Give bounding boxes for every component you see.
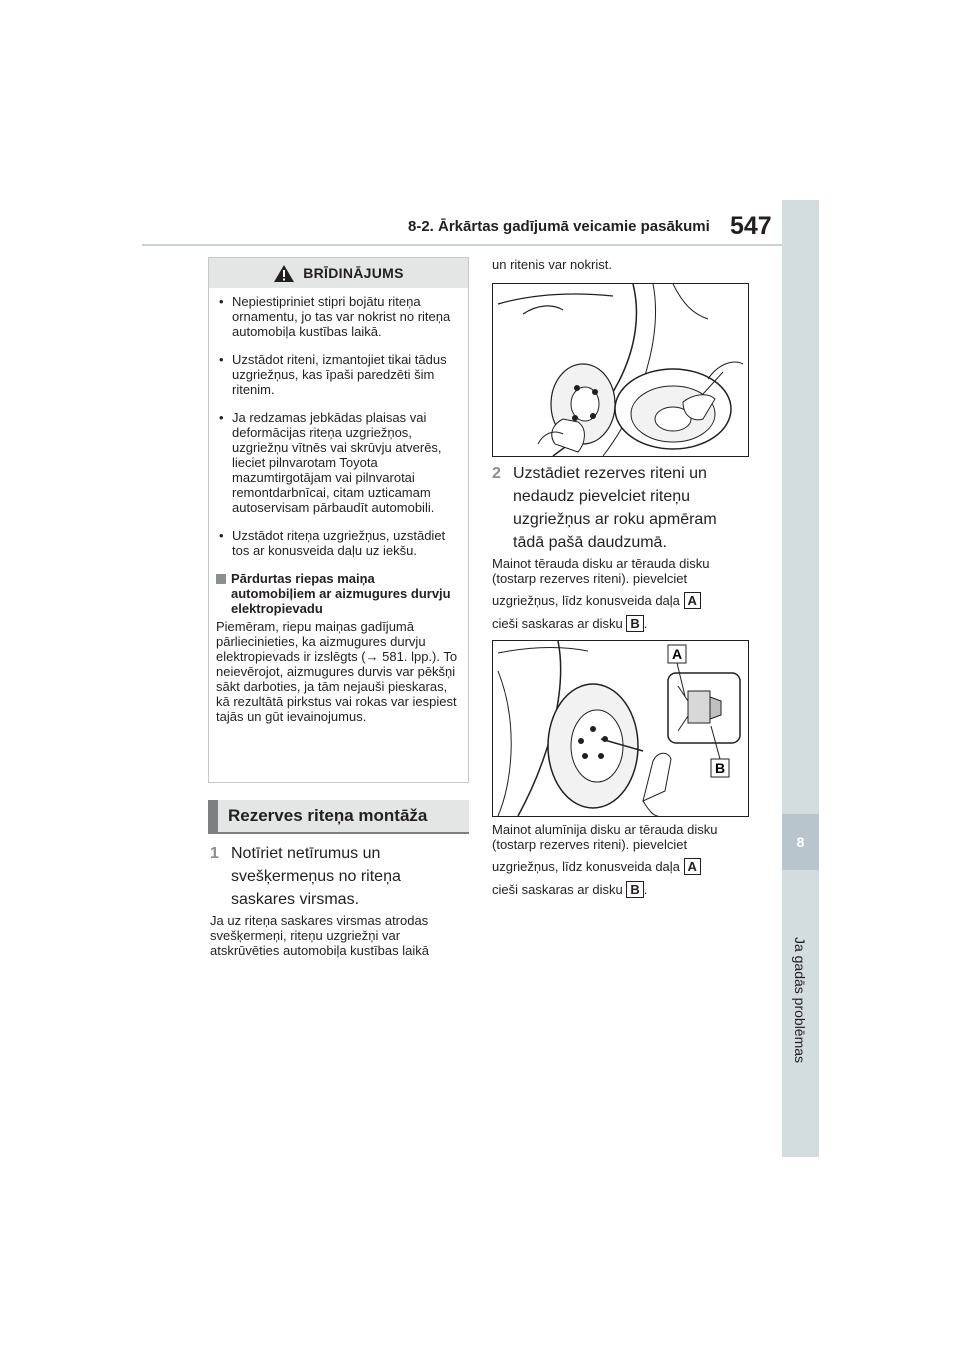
section-heading: Rezerves riteņa montāža [208,800,469,834]
step-1 [210,842,460,911]
step-number: 2 [492,465,501,482]
warning-bullet: • Nepiestipriniet stipri bojātu riteņa ornamentu, jo tas var nokrist no riteņa automobiļa kustības laikā. [216,294,462,339]
chapter-label: Ja gadās problēmas [792,936,808,1064]
step-1-note-continued: un ritenis var nokrist. [492,257,612,272]
warning-bullet: • Uzstādot riteni, izmantojiet tikai tādus uzgriežņus, kas īpaši paredzēti šim ritenim. [216,352,462,397]
wheel-nut-illustration [493,641,748,816]
step-1-note: Ja uz riteņa saskares virsmas atrodas svešķermeņi, riteņu uzgriežņi var atskrūvēties automobiļa kustības laikā [210,913,429,958]
label-b: B [626,615,643,632]
label-a: A [684,858,701,875]
illustration-cleaning-wheel [492,283,749,457]
warning-bullet: • Ja redzamas jebkādas plaisas vai deformācijas riteņa uzgriežņos, uzgriežņu vītnēs vai skrūvju atverēs, lieciet pilnvarotam Toyota mazumtirgotājam vai pilnvarotai remontdarbnīcai, citam uzticamam autoservisam pārbaudīt automobili. [216,410,462,515]
warning-title: BRĪDINĀJUMS [303,265,404,281]
section-header-title: 8-2. Ārkārtas gadījumā veicamie pasākumi [408,218,710,235]
step-text: Uzstādiet rezerves riteni un nedaudz pievelciet riteņu uzgriežņus ar roku apmēram tādā pašā daudzumā. [513,465,717,551]
label-a: A [684,592,701,609]
warning-box [208,257,469,783]
warning-triangle-icon [273,264,295,283]
steel-wheel-note: Mainot tērauda disku ar tērauda disku (tostarp rezerves riteni). pievelciet uzgriežņus, līdz konusveida daļa A cieši saskaras ar disku B . [492,556,710,631]
alloy-wheel-note: Mainot alumīnija disku ar tērauda disku (tostarp rezerves riteni). pievelciet uzgriežņus, līdz konusveida daļa A cieši saskaras ar disku B . [492,822,718,897]
step-number: 1 [210,845,219,862]
chapter-number: 8 [782,814,819,870]
callout-label-a: A [671,646,683,662]
step-text: Notīriet netīrumus un svešķermeņus no riteņa saskares virsmas. [231,845,401,908]
warning-list [216,294,462,558]
warning-bullet: • Uzstādot riteņa uzgriežņus, uzstādiet tos ar konusveida daļu uz iekšu. [216,528,462,558]
callout-label-b: B [714,760,726,776]
illustration-wheel-nuts [492,640,749,817]
subsection-text: Piemēram, riepu maiņas gadījumā pārliecinieties, ka aizmugures durvju elektropievads ir izslēgts (→ 581. lpp.). To neievērojot, aizmugures durvis var pēkšņi sākt darboties, ja tām nejauši pieskaras, kā rezultātā pirkstus vai rokas var iespiest tajās un gūt ievainojumus. [216,619,458,724]
square-bullet-icon [216,574,226,584]
step-2 [492,462,752,554]
header-divider [142,244,782,246]
cleaning-illustration [493,284,748,456]
page-number: 547 [730,212,772,240]
label-b: B [626,881,643,898]
warning-header [209,258,468,288]
subsection-title: Pārdurtas riepas maiņa automobiļiem ar aizmugures durvju elektropievadu [216,571,462,616]
